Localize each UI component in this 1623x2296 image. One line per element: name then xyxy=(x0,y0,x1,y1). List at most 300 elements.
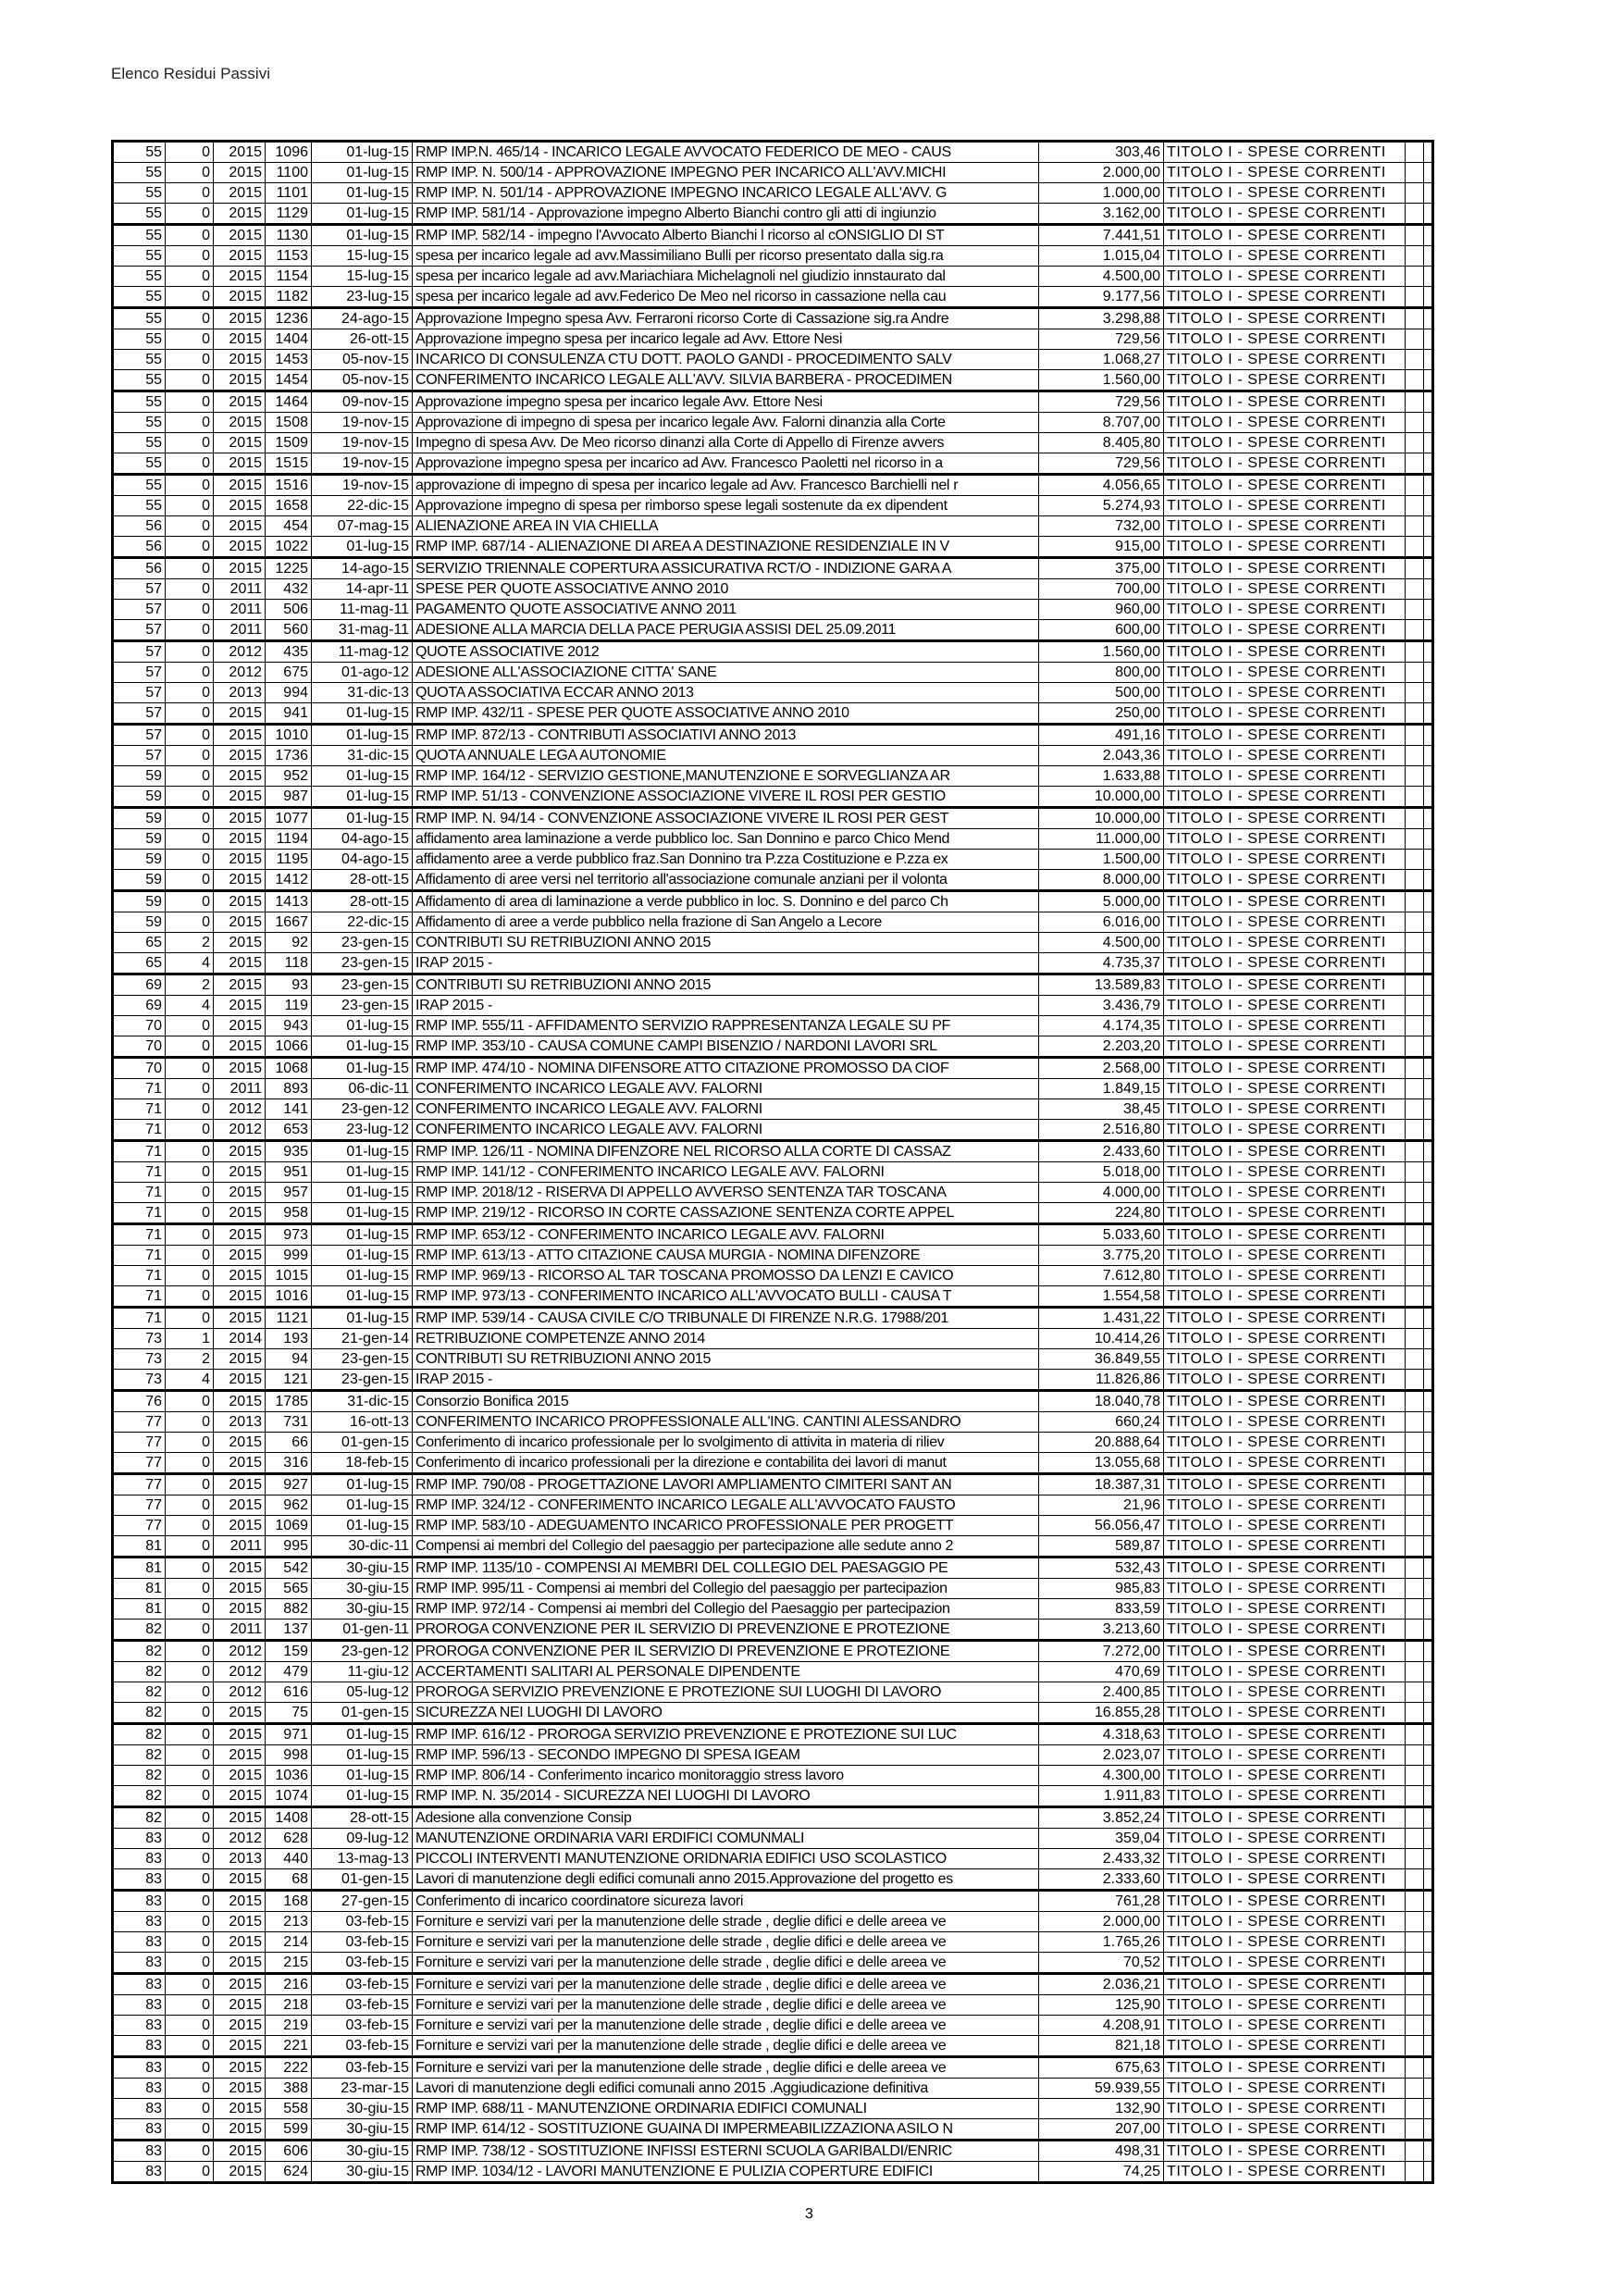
table-row xyxy=(113,1141,1433,1162)
empty-cell xyxy=(1424,2099,1433,2119)
titolo-cell: TITOLO I - SPESE CORRENTI xyxy=(1164,1682,1406,1703)
empty-cell xyxy=(1406,933,1424,953)
empty-cell xyxy=(1424,1662,1433,1682)
data-cell: 31-mag-11 xyxy=(312,620,413,641)
importo-cell: 8.000,00 xyxy=(1039,870,1164,891)
titolo-cell: TITOLO I - SPESE CORRENTI xyxy=(1164,1183,1406,1203)
empty-cell xyxy=(1406,1412,1424,1433)
capitolo-cell: 59 xyxy=(113,787,166,808)
anno-cell: 2011 xyxy=(214,620,266,641)
articolo-cell: 0 xyxy=(166,1183,214,1203)
numero-cell: 506 xyxy=(266,600,312,620)
articolo-cell: 0 xyxy=(166,1433,214,1453)
capitolo-cell: 57 xyxy=(113,620,166,641)
table-row xyxy=(113,1308,1433,1329)
empty-cell xyxy=(1424,329,1433,350)
table-row xyxy=(113,1474,1433,1496)
empty-cell xyxy=(1406,1599,1424,1620)
titolo-cell: TITOLO I - SPESE CORRENTI xyxy=(1164,2162,1406,2183)
data-cell: 15-lug-15 xyxy=(312,246,413,267)
articolo-cell: 0 xyxy=(166,766,214,787)
importo-cell: 1.560,00 xyxy=(1039,370,1164,391)
data-cell: 01-lug-15 xyxy=(312,204,413,225)
empty-cell xyxy=(1406,641,1424,663)
importo-cell: 18.387,31 xyxy=(1039,1474,1164,1496)
articolo-cell: 4 xyxy=(166,953,214,974)
numero-cell: 1096 xyxy=(266,142,312,163)
table-row xyxy=(113,2099,1433,2119)
empty-cell xyxy=(1424,1183,1433,1203)
empty-cell xyxy=(1424,391,1433,413)
numero-cell: 675 xyxy=(266,663,312,683)
empty-cell xyxy=(1424,1203,1433,1224)
articolo-cell: 0 xyxy=(166,746,214,766)
empty-cell xyxy=(1406,579,1424,600)
capitolo-cell: 83 xyxy=(113,2036,166,2057)
importo-cell: 59.939,55 xyxy=(1039,2079,1164,2099)
numero-cell: 973 xyxy=(266,1224,312,1246)
data-cell: 01-lug-15 xyxy=(312,1496,413,1516)
importo-cell: 700,00 xyxy=(1039,579,1164,600)
titolo-cell: TITOLO I - SPESE CORRENTI xyxy=(1164,891,1406,912)
empty-cell xyxy=(1424,1349,1433,1370)
capitolo-cell: 71 xyxy=(113,1203,166,1224)
empty-cell xyxy=(1406,163,1424,183)
empty-cell xyxy=(1424,1932,1433,1953)
descrizione-cell: affidamento area laminazione a verde pubblico loc. San Donnino e parco Chico Mend xyxy=(413,829,1039,850)
empty-cell xyxy=(1424,1433,1433,1453)
empty-cell xyxy=(1406,558,1424,579)
importo-cell: 4.500,00 xyxy=(1039,933,1164,953)
importo-cell: 2.433,32 xyxy=(1039,1849,1164,1869)
capitolo-cell: 55 xyxy=(113,267,166,287)
empty-cell xyxy=(1424,891,1433,912)
empty-cell xyxy=(1406,1058,1424,1079)
empty-cell xyxy=(1406,267,1424,287)
importo-cell: 8.405,80 xyxy=(1039,433,1164,453)
empty-cell xyxy=(1424,370,1433,391)
empty-cell xyxy=(1406,1370,1424,1391)
anno-cell: 2015 xyxy=(214,433,266,453)
articolo-cell: 0 xyxy=(166,1391,214,1412)
empty-cell xyxy=(1424,1724,1433,1745)
anno-cell: 2015 xyxy=(214,287,266,308)
descrizione-cell: RMP IMP. 324/12 - CONFERIMENTO INCARICO LEGALE ALL'AVVOCATO FAUSTO xyxy=(413,1496,1039,1516)
numero-cell: 1412 xyxy=(266,870,312,891)
descrizione-cell: RMP IMP. 164/12 - SERVIZIO GESTIONE,MANUTENZIONE E SORVEGLIANZA AR xyxy=(413,766,1039,787)
articolo-cell: 0 xyxy=(166,829,214,850)
numero-cell: 1077 xyxy=(266,808,312,829)
capitolo-cell: 83 xyxy=(113,1829,166,1849)
table-row xyxy=(113,787,1433,808)
titolo-cell: TITOLO I - SPESE CORRENTI xyxy=(1164,974,1406,996)
table-row xyxy=(113,1599,1433,1620)
anno-cell: 2015 xyxy=(214,1370,266,1391)
empty-cell xyxy=(1406,1308,1424,1329)
empty-cell xyxy=(1406,1224,1424,1246)
articolo-cell: 0 xyxy=(166,308,214,329)
importo-cell: 1.911,83 xyxy=(1039,1786,1164,1807)
data-cell: 23-gen-15 xyxy=(312,933,413,953)
empty-cell xyxy=(1406,974,1424,996)
capitolo-cell: 83 xyxy=(113,2016,166,2036)
capitolo-cell: 57 xyxy=(113,663,166,683)
capitolo-cell: 71 xyxy=(113,1266,166,1286)
data-cell: 30-giu-15 xyxy=(312,1579,413,1599)
table-row xyxy=(113,974,1433,996)
numero-cell: 1182 xyxy=(266,287,312,308)
anno-cell: 2015 xyxy=(214,829,266,850)
articolo-cell: 0 xyxy=(166,1974,214,1995)
empty-cell xyxy=(1406,1203,1424,1224)
descrizione-cell: RMP IMP. 995/11 - Compensi ai membri del Collegio del paesaggio per partecipazion xyxy=(413,1579,1039,1599)
descrizione-cell: RMP IMP. 790/08 - PROGETTAZIONE LAVORI AMPLIAMENTO CIMITERI SANT AN xyxy=(413,1474,1039,1496)
empty-cell xyxy=(1424,1558,1433,1579)
data-cell: 03-feb-15 xyxy=(312,2016,413,2036)
data-cell: 03-feb-15 xyxy=(312,1932,413,1953)
titolo-cell: TITOLO I - SPESE CORRENTI xyxy=(1164,413,1406,433)
articolo-cell: 0 xyxy=(166,1599,214,1620)
empty-cell xyxy=(1406,1516,1424,1536)
titolo-cell: TITOLO I - SPESE CORRENTI xyxy=(1164,1058,1406,1079)
empty-cell xyxy=(1424,1266,1433,1286)
descrizione-cell: Forniture e servizi vari per la manutenzione delle strade , deglie difici e delle areea ve xyxy=(413,2057,1039,2079)
anno-cell: 2015 xyxy=(214,766,266,787)
empty-cell xyxy=(1406,1536,1424,1558)
importo-cell: 2.400,85 xyxy=(1039,1682,1164,1703)
empty-cell xyxy=(1424,808,1433,829)
data-cell: 28-ott-15 xyxy=(312,891,413,912)
anno-cell: 2015 xyxy=(214,1453,266,1474)
anno-cell: 2015 xyxy=(214,1745,266,1766)
capitolo-cell: 55 xyxy=(113,204,166,225)
table-row xyxy=(113,1516,1433,1536)
capitolo-cell: 82 xyxy=(113,1745,166,1766)
table-row xyxy=(113,996,1433,1016)
empty-cell xyxy=(1424,683,1433,703)
articolo-cell: 0 xyxy=(166,808,214,829)
empty-cell xyxy=(1424,413,1433,433)
articolo-cell: 0 xyxy=(166,683,214,703)
articolo-cell: 0 xyxy=(166,2057,214,2079)
anno-cell: 2015 xyxy=(214,1891,266,1912)
empty-cell xyxy=(1406,912,1424,933)
importo-cell: 13.055,68 xyxy=(1039,1453,1164,1474)
importo-cell: 1.431,22 xyxy=(1039,1308,1164,1329)
empty-cell xyxy=(1424,1849,1433,1869)
importo-cell: 2.023,07 xyxy=(1039,1745,1164,1766)
anno-cell: 2012 xyxy=(214,1662,266,1682)
descrizione-cell: RMP IMP. 1135/10 - COMPENSI AI MEMBRI DEL COLLEGIO DEL PAESAGGIO PE xyxy=(413,1558,1039,1579)
numero-cell: 987 xyxy=(266,787,312,808)
anno-cell: 2015 xyxy=(214,163,266,183)
importo-cell: 660,24 xyxy=(1039,1412,1164,1433)
titolo-cell: TITOLO I - SPESE CORRENTI xyxy=(1164,703,1406,725)
titolo-cell: TITOLO I - SPESE CORRENTI xyxy=(1164,1266,1406,1286)
capitolo-cell: 83 xyxy=(113,1891,166,1912)
table-row xyxy=(113,1558,1433,1579)
empty-cell xyxy=(1406,1620,1424,1641)
descrizione-cell: ADESIONE ALL'ASSOCIAZIONE CITTA' SANE xyxy=(413,663,1039,683)
table-row xyxy=(113,2141,1433,2162)
data-cell: 01-lug-15 xyxy=(312,1058,413,1079)
articolo-cell: 0 xyxy=(166,1849,214,1869)
data-cell: 19-nov-15 xyxy=(312,433,413,453)
data-cell: 15-lug-15 xyxy=(312,267,413,287)
titolo-cell: TITOLO I - SPESE CORRENTI xyxy=(1164,1079,1406,1099)
table-row xyxy=(113,1453,1433,1474)
table-row xyxy=(113,1891,1433,1912)
descrizione-cell: CONFERIMENTO INCARICO LEGALE ALL'AVV. SILVIA BARBERA - PROCEDIMEN xyxy=(413,370,1039,391)
data-cell: 21-gen-14 xyxy=(312,1329,413,1349)
capitolo-cell: 57 xyxy=(113,683,166,703)
numero-cell: 957 xyxy=(266,1183,312,1203)
articolo-cell: 0 xyxy=(166,1891,214,1912)
anno-cell: 2015 xyxy=(214,1579,266,1599)
descrizione-cell: RMP IMP. 583/10 - ADEGUAMENTO INCARICO PROFESSIONALE PER PROGETT xyxy=(413,1516,1039,1536)
anno-cell: 2015 xyxy=(214,204,266,225)
empty-cell xyxy=(1424,350,1433,370)
data-cell: 01-lug-15 xyxy=(312,1203,413,1224)
empty-cell xyxy=(1424,1496,1433,1516)
numero-cell: 121 xyxy=(266,1370,312,1391)
table-row xyxy=(113,641,1433,663)
articolo-cell: 0 xyxy=(166,1141,214,1162)
data-cell: 01-lug-15 xyxy=(312,1141,413,1162)
descrizione-cell: Affidamento di aree versi nel territorio all'associazione comunale anziani per il volonta xyxy=(413,870,1039,891)
titolo-cell: TITOLO I - SPESE CORRENTI xyxy=(1164,1932,1406,1953)
empty-cell xyxy=(1406,683,1424,703)
table-row xyxy=(113,2119,1433,2141)
table-row xyxy=(113,579,1433,600)
empty-cell xyxy=(1406,953,1424,974)
anno-cell: 2015 xyxy=(214,1246,266,1266)
titolo-cell: TITOLO I - SPESE CORRENTI xyxy=(1164,1599,1406,1620)
numero-cell: 1736 xyxy=(266,746,312,766)
empty-cell xyxy=(1424,1869,1433,1891)
empty-cell xyxy=(1406,350,1424,370)
articolo-cell: 0 xyxy=(166,558,214,579)
numero-cell: 1413 xyxy=(266,891,312,912)
articolo-cell: 0 xyxy=(166,663,214,683)
table-row xyxy=(113,725,1433,746)
capitolo-cell: 59 xyxy=(113,891,166,912)
anno-cell: 2015 xyxy=(214,1266,266,1286)
table-row xyxy=(113,246,1433,267)
empty-cell xyxy=(1406,204,1424,225)
descrizione-cell: Lavori di manutenzione degli edifici comunali anno 2015.Approvazione del progetto es xyxy=(413,1869,1039,1891)
importo-cell: 2.036,21 xyxy=(1039,1974,1164,1995)
empty-cell xyxy=(1406,1036,1424,1058)
anno-cell: 2012 xyxy=(214,1641,266,1662)
importo-cell: 3.162,00 xyxy=(1039,204,1164,225)
empty-cell xyxy=(1406,246,1424,267)
numero-cell: 927 xyxy=(266,1474,312,1496)
articolo-cell: 0 xyxy=(166,475,214,496)
descrizione-cell: PICCOLI INTERVENTI MANUTENZIONE ORIDNARIA EDIFICI USO SCOLASTICO xyxy=(413,1849,1039,1869)
numero-cell: 1016 xyxy=(266,1286,312,1308)
data-cell: 01-lug-15 xyxy=(312,1224,413,1246)
descrizione-cell: Affidamento di aree a verde pubblico nella frazione di San Angelo a Lecore xyxy=(413,912,1039,933)
descrizione-cell: RMP IMP. 555/11 - AFFIDAMENTO SERVIZIO RAPPRESENTANZA LEGALE SU PF xyxy=(413,1016,1039,1036)
table-row xyxy=(113,329,1433,350)
capitolo-cell: 77 xyxy=(113,1453,166,1474)
anno-cell: 2015 xyxy=(214,516,266,537)
table-row xyxy=(113,1183,1433,1203)
capitolo-cell: 59 xyxy=(113,829,166,850)
numero-cell: 1453 xyxy=(266,350,312,370)
articolo-cell: 0 xyxy=(166,433,214,453)
articolo-cell: 0 xyxy=(166,600,214,620)
numero-cell: 137 xyxy=(266,1620,312,1641)
articolo-cell: 0 xyxy=(166,1474,214,1496)
importo-cell: 1.560,00 xyxy=(1039,641,1164,663)
anno-cell: 2015 xyxy=(214,1496,266,1516)
anno-cell: 2015 xyxy=(214,1703,266,1724)
anno-cell: 2015 xyxy=(214,870,266,891)
data-cell: 28-ott-15 xyxy=(312,1807,413,1829)
data-cell: 11-mag-12 xyxy=(312,641,413,663)
table-row xyxy=(113,1412,1433,1433)
data-cell: 01-gen-15 xyxy=(312,1703,413,1724)
numero-cell: 1154 xyxy=(266,267,312,287)
empty-cell xyxy=(1406,1286,1424,1308)
anno-cell: 2011 xyxy=(214,1079,266,1099)
articolo-cell: 0 xyxy=(166,246,214,267)
table-row xyxy=(113,808,1433,829)
capitolo-cell: 55 xyxy=(113,433,166,453)
importo-cell: 36.849,55 xyxy=(1039,1349,1164,1370)
articolo-cell: 0 xyxy=(166,2079,214,2099)
descrizione-cell: Forniture e servizi vari per la manutenzione delle strade , deglie difici e delle areea ve xyxy=(413,1953,1039,1974)
table-row xyxy=(113,850,1433,870)
importo-cell: 5.033,60 xyxy=(1039,1224,1164,1246)
empty-cell xyxy=(1424,579,1433,600)
empty-cell xyxy=(1424,1995,1433,2016)
anno-cell: 2015 xyxy=(214,2016,266,2036)
empty-cell xyxy=(1406,1433,1424,1453)
articolo-cell: 0 xyxy=(166,516,214,537)
titolo-cell: TITOLO I - SPESE CORRENTI xyxy=(1164,808,1406,829)
data-cell: 06-dic-11 xyxy=(312,1079,413,1099)
titolo-cell: TITOLO I - SPESE CORRENTI xyxy=(1164,1974,1406,1995)
table-row xyxy=(113,1224,1433,1246)
importo-cell: 1.500,00 xyxy=(1039,850,1164,870)
articolo-cell: 0 xyxy=(166,1703,214,1724)
table-row xyxy=(113,746,1433,766)
empty-cell xyxy=(1406,453,1424,475)
titolo-cell: TITOLO I - SPESE CORRENTI xyxy=(1164,1912,1406,1932)
data-cell: 11-mag-11 xyxy=(312,600,413,620)
articolo-cell: 0 xyxy=(166,2016,214,2036)
table-body xyxy=(113,142,1433,2183)
descrizione-cell: Forniture e servizi vari per la manutenzione delle strade , deglie difici e delle areea ve xyxy=(413,1974,1039,1995)
anno-cell: 2015 xyxy=(214,2141,266,2162)
titolo-cell: TITOLO I - SPESE CORRENTI xyxy=(1164,1433,1406,1453)
numero-cell: 1100 xyxy=(266,163,312,183)
titolo-cell: TITOLO I - SPESE CORRENTI xyxy=(1164,1453,1406,1474)
descrizione-cell: RMP IMP. 581/14 - Approvazione impegno Alberto Bianchi contro gli atti di ingiunzio xyxy=(413,204,1039,225)
table-row xyxy=(113,1703,1433,1724)
numero-cell: 1022 xyxy=(266,537,312,558)
data-cell: 09-lug-12 xyxy=(312,1829,413,1849)
titolo-cell: TITOLO I - SPESE CORRENTI xyxy=(1164,579,1406,600)
table-row xyxy=(113,766,1433,787)
empty-cell xyxy=(1406,620,1424,641)
numero-cell: 1101 xyxy=(266,183,312,204)
table-row xyxy=(113,1536,1433,1558)
numero-cell: 558 xyxy=(266,2099,312,2119)
importo-cell: 4.300,00 xyxy=(1039,1766,1164,1786)
empty-cell xyxy=(1424,516,1433,537)
empty-cell xyxy=(1424,933,1433,953)
table-row xyxy=(113,933,1433,953)
numero-cell: 616 xyxy=(266,1682,312,1703)
capitolo-cell: 57 xyxy=(113,725,166,746)
numero-cell: 215 xyxy=(266,1953,312,1974)
numero-cell: 68 xyxy=(266,1869,312,1891)
importo-cell: 4.000,00 xyxy=(1039,1183,1164,1203)
numero-cell: 94 xyxy=(266,1349,312,1370)
numero-cell: 1658 xyxy=(266,496,312,516)
empty-cell xyxy=(1406,2079,1424,2099)
importo-cell: 2.568,00 xyxy=(1039,1058,1164,1079)
descrizione-cell: RMP IMP. 539/14 - CAUSA CIVILE C/O TRIBUNALE DI FIRENZE N.R.G. 17988/201 xyxy=(413,1308,1039,1329)
descrizione-cell: ALIENAZIONE AREA IN VIA CHIELLA xyxy=(413,516,1039,537)
numero-cell: 66 xyxy=(266,1433,312,1453)
titolo-cell: TITOLO I - SPESE CORRENTI xyxy=(1164,2141,1406,2162)
anno-cell: 2015 xyxy=(214,1474,266,1496)
importo-cell: 4.735,37 xyxy=(1039,953,1164,974)
data-cell: 26-ott-15 xyxy=(312,329,413,350)
table-row xyxy=(113,1370,1433,1391)
table-row xyxy=(113,413,1433,433)
capitolo-cell: 73 xyxy=(113,1329,166,1349)
anno-cell: 2015 xyxy=(214,2036,266,2057)
table-row xyxy=(113,350,1433,370)
articolo-cell: 0 xyxy=(166,142,214,163)
capitolo-cell: 57 xyxy=(113,641,166,663)
anno-cell: 2015 xyxy=(214,1286,266,1308)
descrizione-cell: QUOTE ASSOCIATIVE 2012 xyxy=(413,641,1039,663)
anno-cell: 2015 xyxy=(214,370,266,391)
table-row xyxy=(113,1724,1433,1745)
numero-cell: 962 xyxy=(266,1496,312,1516)
articolo-cell: 0 xyxy=(166,787,214,808)
data-cell: 01-lug-15 xyxy=(312,1745,413,1766)
numero-cell: 999 xyxy=(266,1246,312,1266)
data-cell: 01-lug-15 xyxy=(312,1516,413,1536)
capitolo-cell: 70 xyxy=(113,1058,166,1079)
data-cell: 07-mag-15 xyxy=(312,516,413,537)
importo-cell: 132,90 xyxy=(1039,2099,1164,2119)
anno-cell: 2015 xyxy=(214,1766,266,1786)
capitolo-cell: 83 xyxy=(113,2141,166,2162)
articolo-cell: 2 xyxy=(166,1349,214,1370)
anno-cell: 2015 xyxy=(214,142,266,163)
articolo-cell: 0 xyxy=(166,912,214,933)
descrizione-cell: RMP IMP. N. 501/14 - APPROVAZIONE IMPEGNO INCARICO LEGALE ALL'AVV. G xyxy=(413,183,1039,204)
empty-cell xyxy=(1406,2036,1424,2057)
empty-cell xyxy=(1406,746,1424,766)
importo-cell: 125,90 xyxy=(1039,1995,1164,2016)
table-row xyxy=(113,703,1433,725)
anno-cell: 2015 xyxy=(214,225,266,246)
importo-cell: 1.849,15 xyxy=(1039,1079,1164,1099)
titolo-cell: TITOLO I - SPESE CORRENTI xyxy=(1164,1703,1406,1724)
anno-cell: 2015 xyxy=(214,453,266,475)
anno-cell: 2015 xyxy=(214,1995,266,2016)
